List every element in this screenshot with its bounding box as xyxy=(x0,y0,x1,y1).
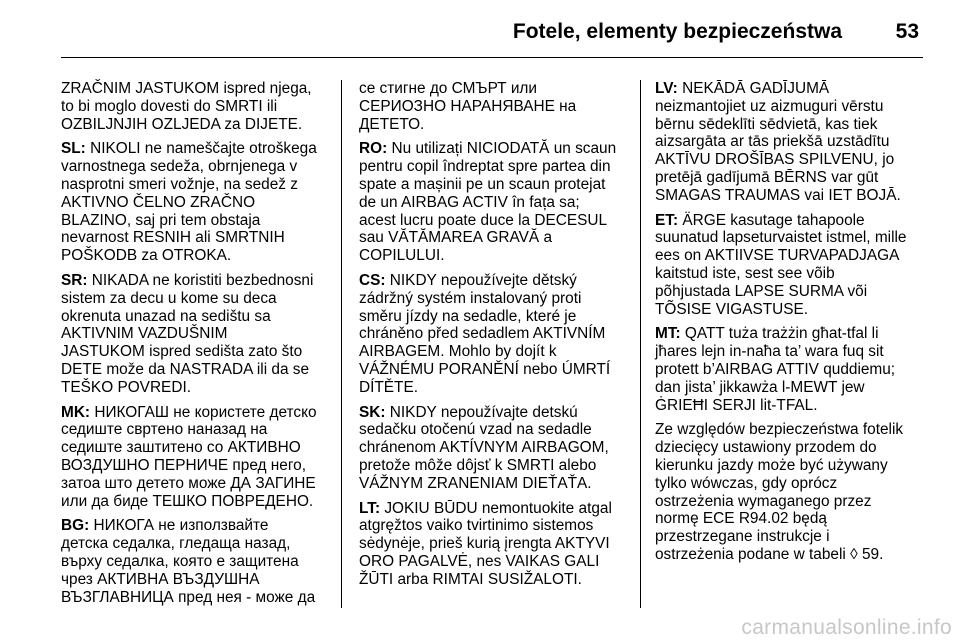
text-line xyxy=(655,361,921,379)
paragraph xyxy=(61,517,327,606)
text-content: põhjustada LAPSE SURMA või xyxy=(655,282,868,300)
text-column-3 xyxy=(655,80,921,571)
text-line xyxy=(359,80,625,98)
text-line xyxy=(61,589,327,607)
text-content: AKTIVNO ČELNO ZRAČNO xyxy=(61,193,256,211)
text-content: neizmantojiet uz aizmuguri vērstu xyxy=(655,97,884,115)
text-content: dziecięcy ustawiony przodem do xyxy=(655,439,877,457)
text-content: VÁŽNYM ZRANENIAM DIEŤAŤA. xyxy=(359,474,592,492)
paragraph xyxy=(61,404,327,511)
text-content: ORO PAGALVĖ, nes VAIKAS GALI xyxy=(359,552,600,570)
paragraph xyxy=(655,80,921,205)
text-line xyxy=(61,194,327,212)
text-line xyxy=(359,290,625,308)
text-line xyxy=(61,343,327,361)
text-line xyxy=(655,247,921,265)
text-line xyxy=(61,535,327,553)
text-line xyxy=(359,325,625,343)
text-line xyxy=(655,265,921,283)
text-content: НИКОГАШ не користете детско xyxy=(90,403,317,421)
text-line xyxy=(359,229,625,247)
text-column-2 xyxy=(359,80,625,596)
text-line xyxy=(359,421,625,439)
paragraph xyxy=(655,325,921,414)
language-code: LT: xyxy=(359,499,381,517)
text-content: COPILULUI. xyxy=(359,247,445,265)
text-content: NIKADA ne koristiti bezbednosni xyxy=(87,271,314,289)
text-line xyxy=(359,98,625,116)
text-content: NIKDY nepoužívajte detskú xyxy=(385,403,578,421)
text-line xyxy=(61,80,327,98)
text-line xyxy=(61,229,327,247)
language-code: LV: xyxy=(655,80,678,97)
text-content: AKTĪVU DROŠĪBAS SPILVENU, jo xyxy=(655,151,895,169)
text-line xyxy=(61,308,327,326)
text-content: JASTUKOM ispred sedišta zato što xyxy=(61,343,303,361)
text-line xyxy=(61,116,327,134)
language-code: MK: xyxy=(61,403,91,421)
text-content: VÁŽNÉMU PORANĚNÍ nebo ÚMRTÍ xyxy=(359,360,611,378)
text-line xyxy=(359,247,625,265)
text-content: затоа што детето може ДА ЗАГИНЕ xyxy=(61,474,316,492)
text-line xyxy=(61,176,327,194)
text-content: sau VĂTĂMAREA GRAVĂ a xyxy=(359,229,553,247)
text-line xyxy=(359,308,625,326)
text-content: de un AIRBAG ACTIV în fața sa; xyxy=(359,193,580,211)
text-content: AKTIVNIM VAZDUŠNIM xyxy=(61,325,228,343)
text-line xyxy=(359,500,625,518)
text-line xyxy=(655,283,921,301)
text-line xyxy=(359,457,625,475)
text-line xyxy=(61,140,327,158)
text-line xyxy=(655,325,921,343)
text-content: седиште заштитено со АКТИВНО xyxy=(61,439,301,457)
text-line xyxy=(655,187,921,205)
text-content: ZRAČNIM JASTUKOM ispred njega, xyxy=(61,80,312,97)
language-code: SK: xyxy=(359,403,386,421)
text-line xyxy=(655,133,921,151)
text-content: kaitstud iste, sest see võib xyxy=(655,264,835,282)
text-content: BLAZINO, saj pri tem obstaja xyxy=(61,211,261,229)
text-line xyxy=(655,98,921,116)
text-content: детска седалка, гледаща назад, xyxy=(61,535,291,553)
text-line xyxy=(61,158,327,176)
text-content: okrenuta unazad na sedištu sa xyxy=(61,307,271,325)
text-line xyxy=(655,421,921,439)
watermark: carmanualsonline.info xyxy=(741,616,952,639)
text-line xyxy=(359,475,625,493)
paragraph xyxy=(61,272,327,397)
language-code: MT: xyxy=(655,325,681,343)
text-line xyxy=(359,176,625,194)
language-code: RO: xyxy=(359,140,388,158)
text-content: ĠRIEĦI SERJI lit-TFAL. xyxy=(655,396,818,414)
text-line xyxy=(655,301,921,319)
text-line xyxy=(61,421,327,439)
text-line xyxy=(61,379,327,397)
text-content: ВЪЗГЛАВНИЦА пред нея - може да xyxy=(61,588,316,606)
text-line xyxy=(359,140,625,158)
header-divider xyxy=(61,57,923,58)
text-line xyxy=(359,553,625,571)
text-line xyxy=(655,397,921,415)
text-content: pretējā gadījumā BĒRNS var gūt xyxy=(655,168,879,186)
text-content: pretože môže dôjsť k SMRTI alebo xyxy=(359,456,597,474)
text-content: protett b’AIRBAG ATTIV quddiemu; xyxy=(655,360,896,378)
text-content: to bi moglo dovesti do SMRTI ili xyxy=(61,97,278,115)
text-content: atgręžtos vaiko tvirtinimo sistemos xyxy=(359,517,594,535)
text-content: TÕSISE VIGASTUSE. xyxy=(655,300,809,318)
text-line xyxy=(655,528,921,546)
text-content: aizsargāta ar tās priekšā uzstādītu xyxy=(655,133,890,151)
text-line xyxy=(359,343,625,361)
text-content: Nu utilizați NICIODATĂ un scaun xyxy=(387,140,617,158)
language-code: SL: xyxy=(61,140,86,158)
text-content: седиште свртено наназад на xyxy=(61,421,268,439)
text-line xyxy=(61,212,327,230)
text-line xyxy=(655,212,921,230)
text-content: ДЕТЕТО. xyxy=(359,115,425,133)
text-line xyxy=(655,116,921,134)
text-content: nevarnost RESNIH ali SMRTNIH xyxy=(61,229,285,247)
text-line xyxy=(359,517,625,535)
text-line xyxy=(61,439,327,457)
text-content: spate a mașinii pe un scaun protejat xyxy=(359,175,606,193)
text-line xyxy=(61,325,327,343)
text-content: NIKOLI ne nameščajte otroškega xyxy=(85,140,317,158)
text-line xyxy=(61,404,327,422)
text-content: или да биде ТЕШКО ПОВРЕДЕНО. xyxy=(61,492,314,510)
text-content: sėdynėje, prieš kurią įrengta AKTYVI xyxy=(359,535,610,553)
text-content: SMAGAS TRAUMAS vai IET BOJĀ. xyxy=(655,186,901,204)
text-line xyxy=(359,158,625,176)
text-line xyxy=(655,510,921,528)
language-code: SR: xyxy=(61,271,88,289)
text-content: acest lucru poate duce la DECESUL xyxy=(359,211,608,229)
text-content: sistem za decu u kome su deca xyxy=(61,289,277,307)
text-content: чрез АКТИВНА ВЪЗДУШНА xyxy=(61,570,260,588)
text-content: ees on AKTIIVSE TURVAPADJAGA xyxy=(655,247,900,265)
text-line xyxy=(61,247,327,265)
paragraph xyxy=(359,140,625,265)
text-line xyxy=(359,212,625,230)
text-line xyxy=(359,194,625,212)
text-line xyxy=(655,343,921,361)
text-line xyxy=(61,98,327,116)
text-line xyxy=(655,229,921,247)
text-line xyxy=(61,272,327,290)
text-line xyxy=(61,493,327,511)
text-line xyxy=(655,493,921,511)
text-line xyxy=(359,272,625,290)
text-content: sedačku otočenú vzad na sedadle xyxy=(359,421,592,439)
text-content: chráněno před sedadlem AKTIVNÍM xyxy=(359,325,606,343)
text-line xyxy=(655,169,921,187)
text-content: NIKDY nepoužívejte dětský xyxy=(385,271,577,289)
text-content: ÄRGE kasutage tahapoole xyxy=(678,211,865,229)
text-line xyxy=(359,404,625,422)
text-content: Ze względów bezpieczeństwa fotelik xyxy=(655,421,904,439)
text-content: ostrzeżenia podane w tabeli ◊ 59. xyxy=(655,545,884,563)
text-content: се стигне до СМЪРТ или xyxy=(359,80,538,97)
paragraph xyxy=(359,500,625,589)
text-content: NEKĀDĀ GADĪJUMĀ xyxy=(677,80,830,97)
text-line xyxy=(655,457,921,475)
text-content: DETE može da NASTRADA ili da se xyxy=(61,360,310,378)
text-line xyxy=(61,290,327,308)
text-line xyxy=(359,535,625,553)
text-line xyxy=(61,475,327,493)
text-content: DÍTĚTE. xyxy=(359,378,418,396)
text-line xyxy=(655,80,921,98)
text-content: AIRBAGEM. Mohlo by dojít k xyxy=(359,343,557,361)
text-content: nasprotni smeri vožnje, na sedež z xyxy=(61,175,298,193)
text-line xyxy=(61,553,327,571)
column-divider xyxy=(341,80,342,608)
language-code: ET: xyxy=(655,211,679,229)
text-line xyxy=(61,571,327,589)
page-header xyxy=(0,0,960,58)
text-content: směru jízdy na sedadle, které je xyxy=(359,307,577,325)
text-line xyxy=(655,379,921,397)
text-content: kierunku jazdy może być używany xyxy=(655,456,888,474)
column-divider xyxy=(640,80,641,608)
text-line xyxy=(359,439,625,457)
text-content: НИКОГА не използвайте xyxy=(89,517,269,535)
text-content: bērnu sēdeklīti sēdvietā, kas tiek xyxy=(655,115,878,133)
text-column-1 xyxy=(61,80,327,613)
language-code: CS: xyxy=(359,271,386,289)
paragraph xyxy=(359,404,625,493)
text-content: chránenom AKTÍVNYM AIRBAGOM, xyxy=(359,439,609,457)
text-content: zádržný systém instalovaný proti xyxy=(359,289,582,307)
text-line xyxy=(359,361,625,379)
paragraph xyxy=(359,80,625,133)
text-content: TEŠKO POVREDI. xyxy=(61,378,191,396)
text-line xyxy=(655,475,921,493)
text-line xyxy=(655,546,921,564)
text-content: върху седалка, която е защитена xyxy=(61,552,299,570)
text-content: POŠKODB za OTROKA. xyxy=(61,247,232,265)
text-content: przestrzegane instrukcje i xyxy=(655,528,830,546)
paragraph xyxy=(61,140,327,265)
text-line xyxy=(655,151,921,169)
text-content: pentru copil îndreptat spre partea din xyxy=(359,158,611,176)
text-line xyxy=(61,361,327,379)
language-code: BG: xyxy=(61,517,90,535)
text-content: OZBILJNJIH OZLJEDA za DIJETE. xyxy=(61,115,303,133)
paragraph xyxy=(655,212,921,319)
text-content: QATT tuża trażżin għat-tfal li xyxy=(680,325,879,343)
text-content: СЕРИОЗНО НАРАНЯВАНЕ на xyxy=(359,97,577,115)
text-content: JOKIU BŪDU nemontuokite atgal xyxy=(380,499,612,517)
text-line xyxy=(359,379,625,397)
text-line xyxy=(359,571,625,589)
paragraph xyxy=(61,80,327,133)
page-number: 53 xyxy=(895,20,919,43)
text-content: ВОЗДУШНО ПЕРНИЧЕ пред него, xyxy=(61,456,306,474)
text-content: varnostnega sedeža, obrnjenega v xyxy=(61,158,298,176)
text-line xyxy=(61,517,327,535)
paragraph xyxy=(359,272,625,397)
page-title: Fotele, elementy bezpieczeństwa xyxy=(512,20,842,43)
text-content: ŽŪTI arba RIMTAI SUSIŽALOTI. xyxy=(359,570,582,588)
text-content: suunatud lapseturvaistet istmel, mille xyxy=(655,229,907,247)
text-line xyxy=(359,116,625,134)
text-content: ostrzeżenia wymaganego przez xyxy=(655,492,872,510)
text-content: dan jista’ jikkawża l-MEWT jew xyxy=(655,378,865,396)
text-line xyxy=(61,457,327,475)
text-content: normę ECE R94.02 będą xyxy=(655,510,827,528)
text-content: tylko wówczas, gdy oprócz xyxy=(655,474,838,492)
text-content: jħares lejn in-naħa ta’ wara fuq sit xyxy=(655,343,884,361)
text-line xyxy=(655,439,921,457)
paragraph xyxy=(655,421,921,563)
